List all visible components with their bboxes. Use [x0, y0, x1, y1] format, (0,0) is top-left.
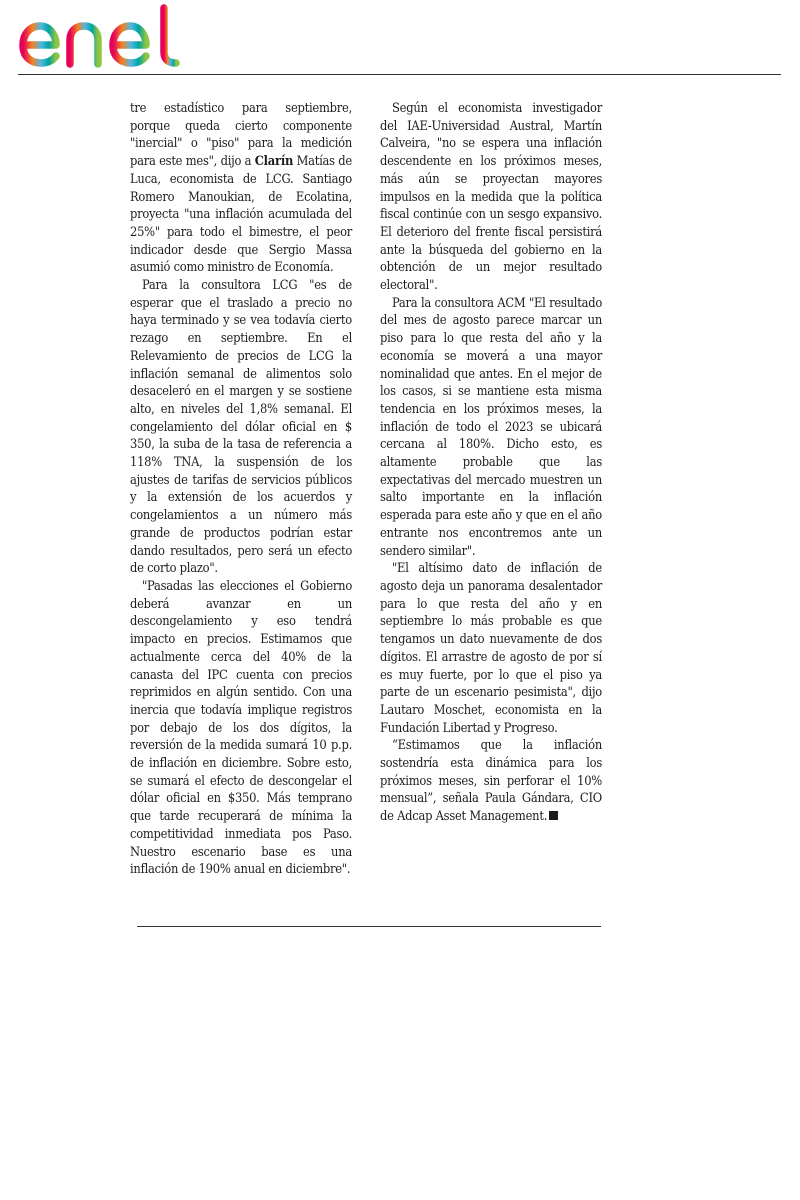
article-body: [130, 100, 610, 890]
end-of-article-mark: [549, 811, 558, 820]
paragraph: Para la consultora LCG "es de esperar que el traslado a precio no haya terminado y se vea todavía cierto rezago en septiembre. En el Relevamiento de precios de LCG la inflación semanal de alimentos solo desaceleró en el margen y se sostiene alto, en niveles del 1,8% semanal. El congelamiento del dólar oficial en $ 350, la suba de la tasa de referencia a 118% TNA, la suspensión de los ajustes de tarifas de servicios públicos y la extensión de los acuerdos y congelamientos a un número más grande de productos podrían estar dando resultados, pero será un efecto de corto plazo".: [130, 278, 352, 577]
paragraph-text: “Estimamos que la inflación sostendría esta dinámica para los próximos meses, sin perforar el 10% mensual”, señala Paula Gándara, CIO de Adcap Asset Management.: [380, 738, 602, 825]
paragraph: [380, 737, 602, 826]
newspaper-name: Clarín: [254, 154, 294, 170]
article-column-left: [130, 100, 352, 879]
enel-logo: [18, 4, 180, 68]
footer-divider: [137, 926, 601, 927]
enel-logo-mark: [18, 4, 180, 68]
paragraph-text: tre estadístico para septiembre, porque queda cierto componente "inercial" o "piso" para la medición para este mes", dijo a: [130, 101, 352, 170]
paragraph: "El altísimo dato de inflación de agosto deja un panorama desalentador para lo que resta del año y en septiembre lo más probable es que tengamos un dato nuevamente de dos dígitos. El arrastre de agosto de por sí es muy fuerte, por lo que el piso ya parte de un escenario pesimista", dijo Lautaro Moschet, economista en la Fundación Libertad y Progreso.: [380, 561, 602, 736]
paragraph: Según el economista investigador del IAE-Universidad Austral, Martín Calveira, "no se espera una inflación descendente en los próximos meses, más aún se proyectan mayores impulsos en la medida que la política fiscal continúe con un sesgo expansivo. El deterioro del frente fiscal persistirá ante la búsqueda del gobierno en la obtención de un mejor resultado electoral".: [380, 101, 602, 294]
header-divider: [18, 74, 781, 75]
paragraph: Para la consultora ACM "El resultado del mes de agosto parece marcar un piso para lo que resta del año y la economía se moverá a una mayor nominalidad que antes. En el mejor de los casos, si se mantiene esta misma tendencia en los próximos meses, la inflación de todo el 2023 se ubicará cercana al 180%. Dicho esto, es altamente probable que las expectativas del mercado muestren un salto importante en la inflación esperada para este año y que en el año entrante nos encontremos ante un sendero similar".: [380, 295, 602, 559]
paragraph: [130, 100, 352, 277]
paragraph-text: Matías de Luca, economista de LCG. Santiago Romero Manoukian, de Ecolatina, proyecta "una inflación acumulada del 25%" para todo el bimestre, el peor indicador desde que Sergio Massa asumió como ministro de Economía.: [130, 154, 352, 276]
paragraph: "Pasadas las elecciones el Gobierno deberá avanzar en un descongelamiento y eso tendrá impacto en precios. Estimamos que actualmente cerca del 40% de la canasta del IPC cuenta con precios reprimidos en algún sentido. Con una inercia que todavía implique registros por debajo de los dos dígitos, la reversión de la medida sumará 10 p.p. de inflación en diciembre. Sobre esto, se sumará el efecto de descongelar el dólar oficial en $350. Más temprano que tarde recuperará de mínima la competitividad inmediata pos Paso. Nuestro escenario base es una inflación de 190% anual en diciembre".: [130, 578, 352, 878]
article-column-right: [380, 100, 602, 826]
